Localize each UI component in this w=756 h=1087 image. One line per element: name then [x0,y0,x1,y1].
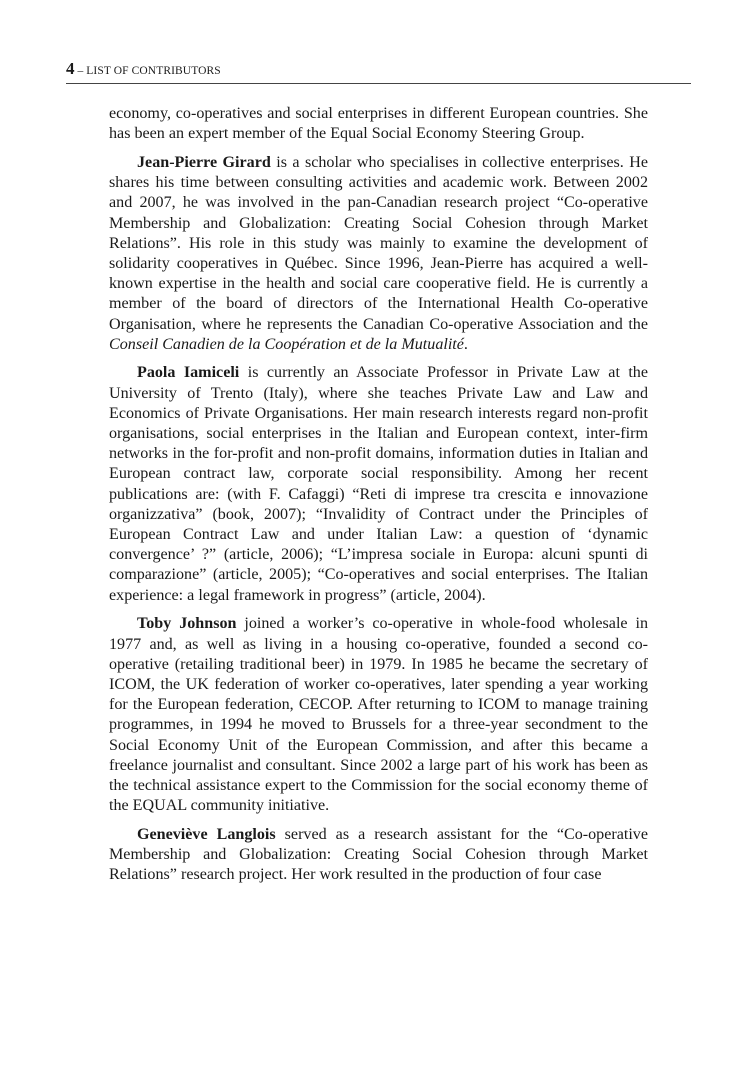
contributor-entry-johnson [109,614,648,816]
contributor-bio: served as a research assistant for the “Co-operative Membership and Globalization: Creating Social Cohesion through Market Relations” research project. Her work resulted in the production of four case [109,825,648,884]
paragraph-text: economy, co-operatives and social enterprises in different European countries. She has been an expert member of the Equal Social Economy Steering Group. [109,105,648,143]
contributor-name: Jean-Pierre Girard [137,153,271,171]
contributor-name: Toby Johnson [137,615,237,633]
paragraph-continued [109,104,648,144]
contributor-bio-end: . [463,335,468,353]
contributor-name: Geneviève Langlois [137,825,276,843]
running-header-title: – LIST OF CONTRIBUTORS [74,65,221,77]
contributor-entry-langlois [109,825,648,886]
contributor-bio: is currently an Associate Professor in Private Law at the University of Trento (Italy), where she teaches Private Law and Law and Economics of Private Organisations. Her main research interests regard non-profit organisations, social enterprises in the Italian and European context, inter-firm networks in the for-profit and non-profit domains, information duties in Italian and European contract law, corporate social responsibility. Among her recent publications are: (with F. Cafaggi) “Reti di imprese tra crescita e innovazione organizzativa” (book, 2007); “Invalidity of Contract under the Principles of European Contract Law and under Italian Law: a question of ‘dynamic convergence’ ?” (article, 2006); “L’impresa sociale in Europa: alcuni spunti di comparazione” (article, 2005); “Co-operatives and social enterprises. The Italian experience: a legal framework in progress” (article, 2004). [109,364,648,604]
running-header [66,59,691,84]
contributor-bio: is a scholar who specialises in collective enterprises. He shares his time between consulting activities and academic work. Between 2002 and 2007, he was involved in the pan-Canadian research project “Co-operative Membership and Globalization: Creating Social Cohesion through Market Relations”. His role in this study was mainly to examine the development of solidarity cooperatives in Québec. Since 1996, Jean-Pierre has acquired a well-known expertise in the health and social care cooperative field. He is currently a member of the board of directors of the International Health Co-operative Organisation, where he represents the Canadian Co-operative Association and the [109,153,649,333]
contributor-entry-iamiceli [109,363,648,605]
page-number: 4 [66,59,75,78]
contributor-bio: joined a worker’s co-operative in whole-food wholesale in 1977 and, as well as living in a housing co-operative, founded a second co-operative (retailing traditional beer) in 1979. In 1985 he became the secretary of ICOM, the UK federation of worker co-operatives, later spending a year working for the European federation, CECOP. After returning to ICOM to manage training programmes, in 1994 he moved to Brussels for a three-year secondment to the Social Economy Unit of the European Commission, and after this became a freelance journalist and consultant. Since 2002 a large part of his work has been as the technical assistance expert to the Commission for the social economy theme of the EQUAL community initiative. [109,615,648,815]
contributor-bio-italic: Conseil Canadien de la Coopération et de la Mutualité [109,335,464,353]
contributor-entry-girard [109,153,648,355]
body-text [109,104,648,894]
contributor-name: Paola Iamiceli [137,364,240,382]
